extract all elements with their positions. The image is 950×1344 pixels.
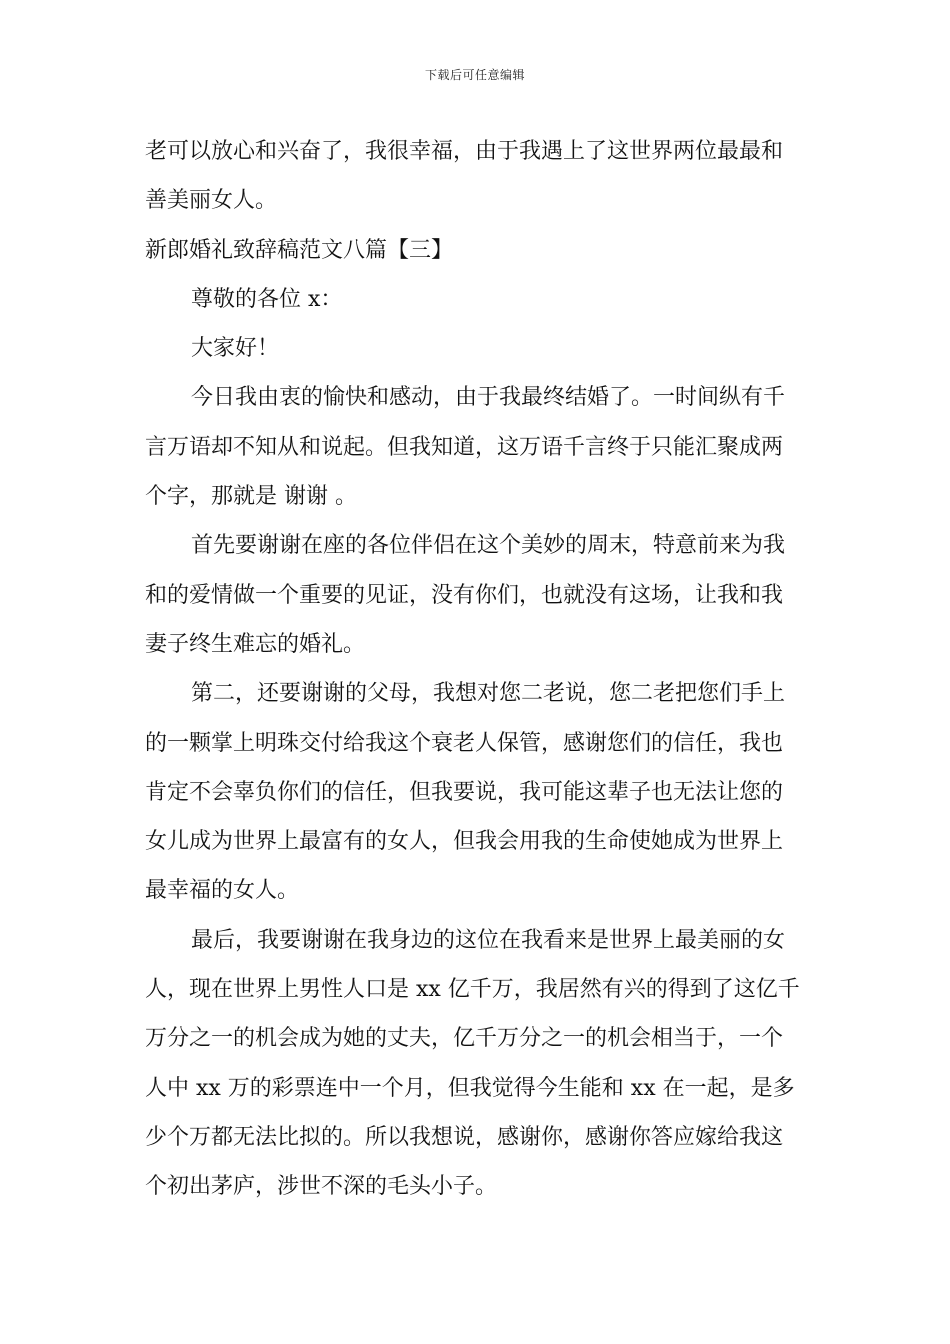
text-line: 善美丽女人。 xyxy=(145,188,278,214)
text-line: 妻子终生难忘的婚礼。 xyxy=(145,631,366,657)
document-body xyxy=(145,132,805,1217)
text-line: 少个万都无法比拟的。所以我想说，感谢你，感谢你答应嫁给我这 xyxy=(145,1124,784,1150)
text-line: 最后，我要谢谢在我身边的这位在我看来是世界上最美丽的女 xyxy=(191,927,786,953)
text-line: 的一颗掌上明珠交付给我这个衰老人保管，感谢您们的信任，我也 xyxy=(145,730,784,756)
text-line: 最幸福的女人。 xyxy=(145,878,300,904)
text-line: 人，现在世界上男性人口是 xx 亿千万，我居然有兴的得到了这亿千 xyxy=(145,977,800,1003)
text-line: 首先要谢谢在座的各位伴侣在这个美妙的周末，特意前来为我 xyxy=(191,533,786,559)
text-line: 个初出茅庐，涉世不深的毛头小子。 xyxy=(145,1174,498,1200)
greeting: 大家好！ xyxy=(191,336,280,362)
text-line: 言万语却不知从和说起。但我知道，这万语千言终于只能汇聚成两 xyxy=(145,434,784,460)
text-line: 个字，那就是 谢谢 。 xyxy=(145,484,357,510)
text-line: 第二，还要谢谢的父母，我想对您二老说，您二老把您们手上 xyxy=(191,681,786,707)
text-line: 女儿成为世界上最富有的女人，但我会用我的生命使她成为世界上 xyxy=(145,829,784,855)
text-line: 万分之一的机会成为她的丈夫，亿千万分之一的机会相当于，一个 xyxy=(145,1026,784,1052)
text-line: 老可以放心和兴奋了，我很幸福，由于我遇上了这世界两位最最和 xyxy=(145,139,784,164)
page-header: 下载后可任意编辑 xyxy=(424,68,525,82)
text-line: 肯定不会辜负你们的信任，但我要说，我可能这辈子也无法让您的 xyxy=(145,779,784,805)
text-line: 人中 xx 万的彩票连中一个月，但我觉得今生能和 xx 在一起，是多 xyxy=(145,1075,795,1101)
section-heading: 新郎婚礼致辞稿范文八篇【三】 xyxy=(145,237,454,263)
salutation: 尊敬的各位 x： xyxy=(191,286,343,312)
text-line: 今日我由衷的愉快和感动，由于我最终结婚了。一时间纵有千 xyxy=(191,385,786,411)
text-line: 和的爱情做一个重要的见证，没有你们，也就没有这场，让我和我 xyxy=(145,582,784,608)
